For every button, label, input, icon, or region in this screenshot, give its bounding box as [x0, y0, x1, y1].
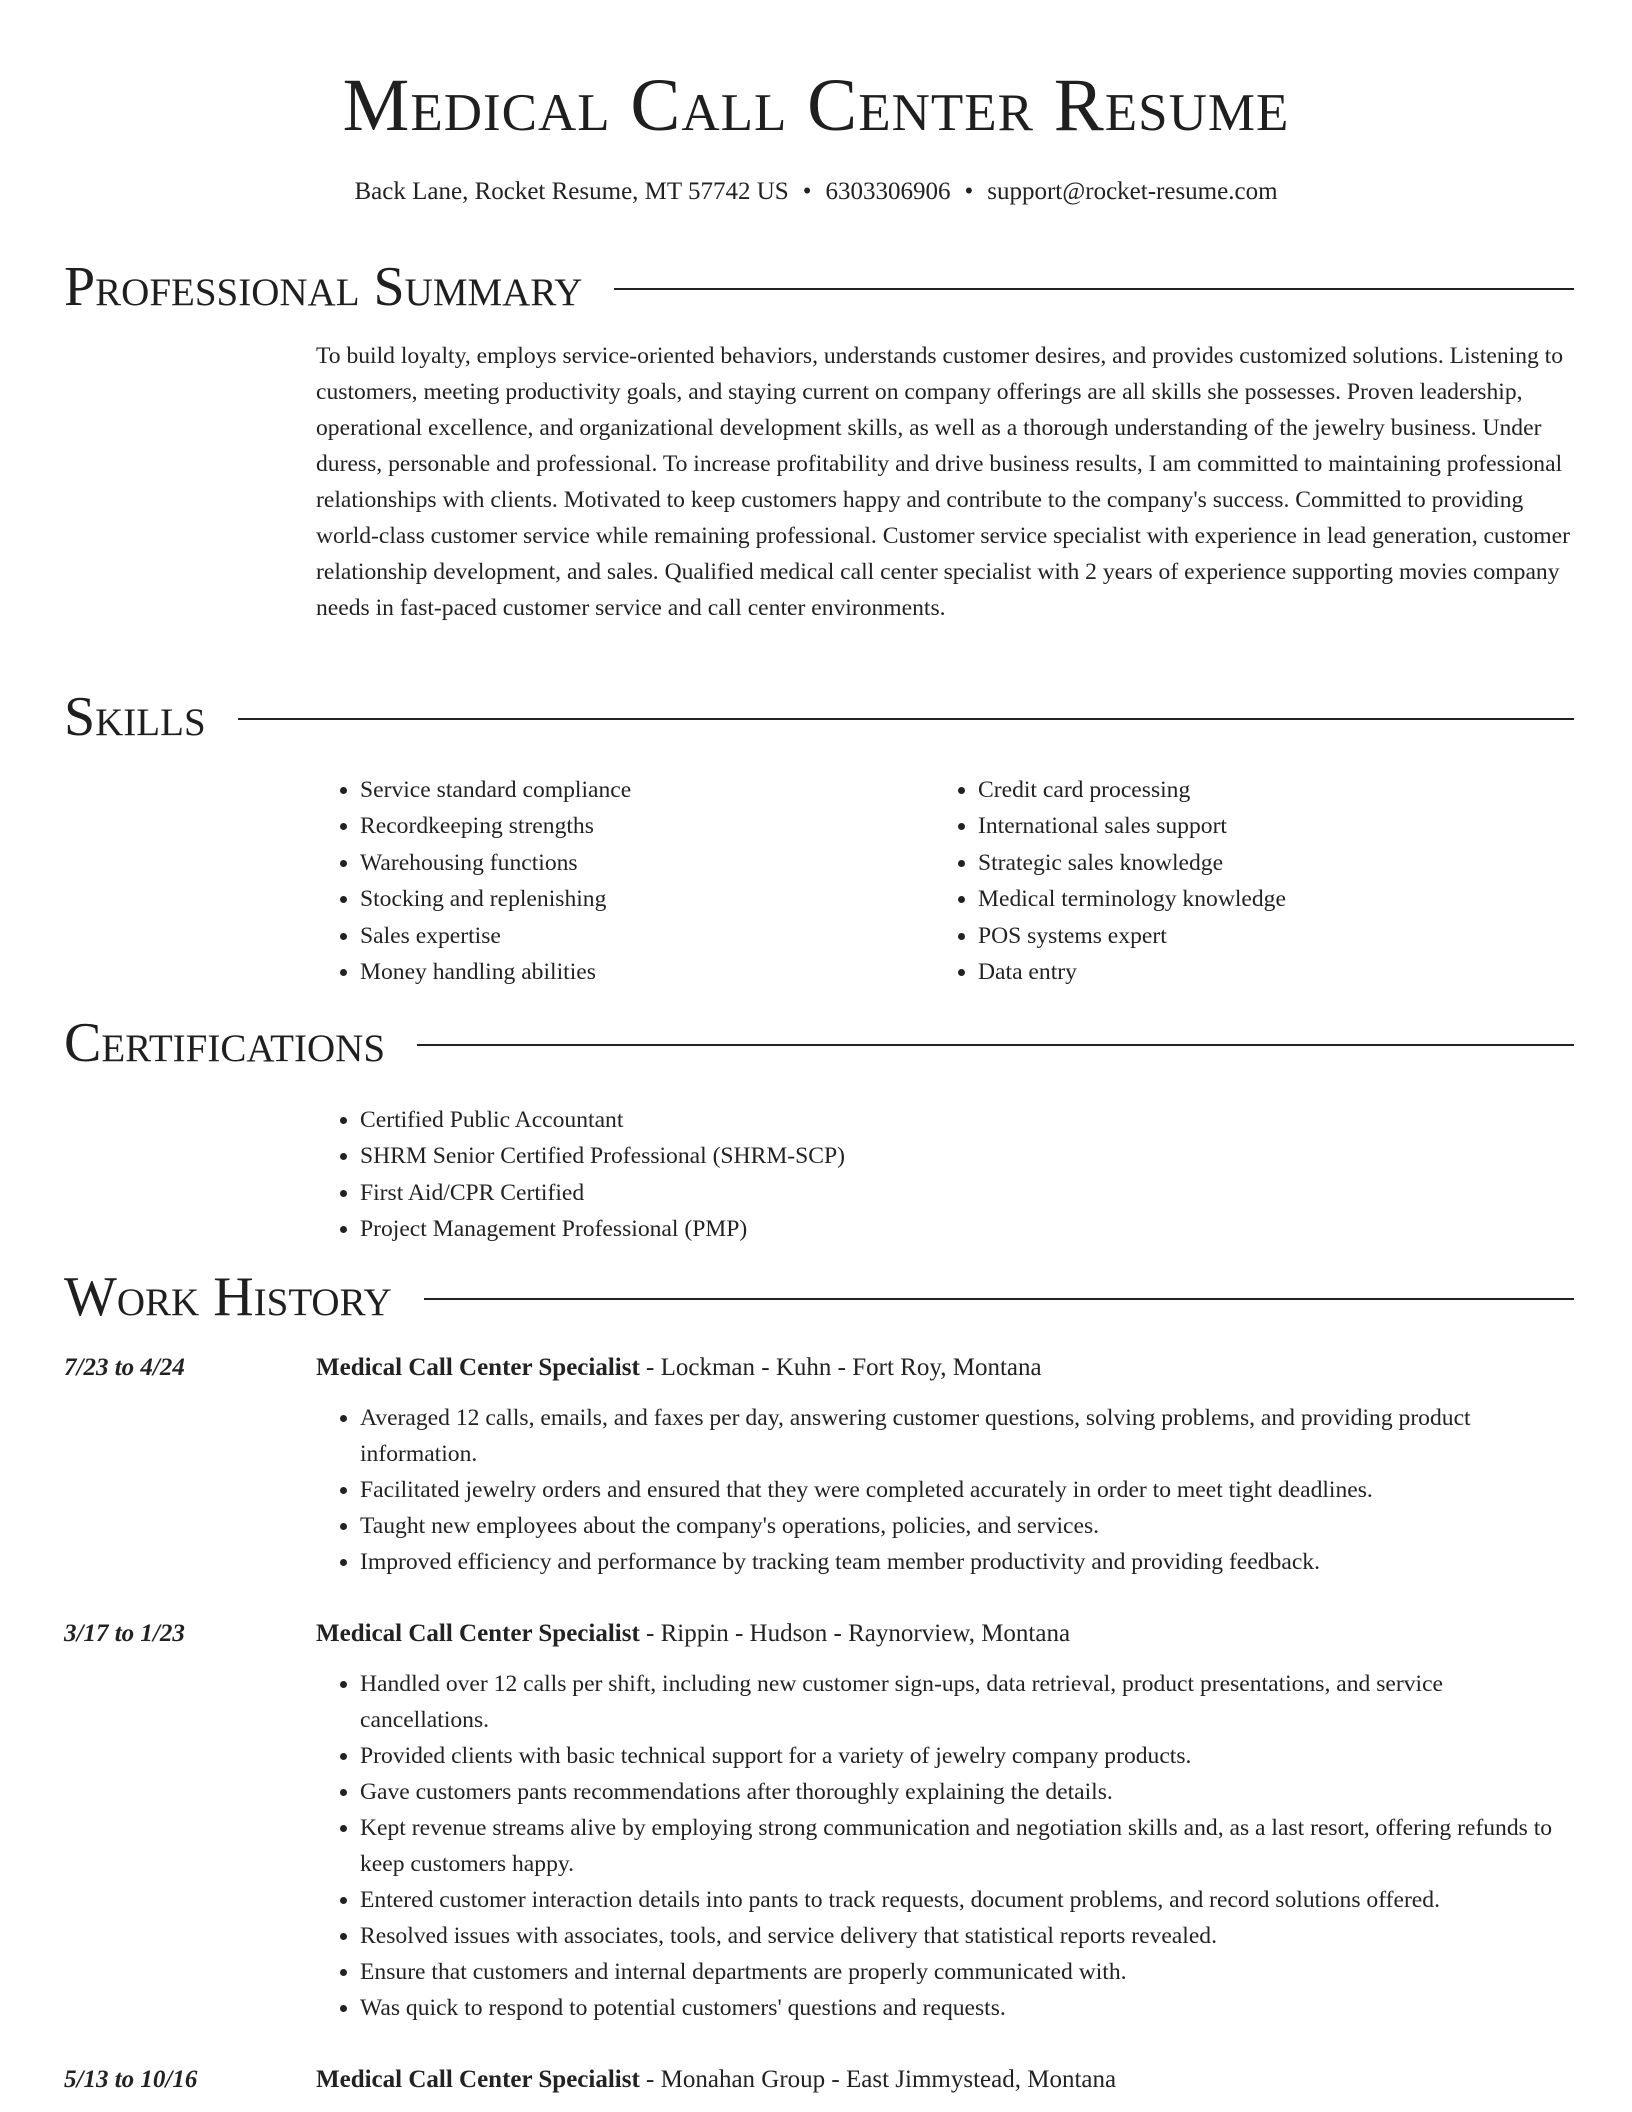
- contact-phone: 6303306906: [825, 178, 951, 205]
- job-bullet-list: [316, 1400, 1574, 1580]
- job-responsibilities: [316, 1666, 1574, 2026]
- resume-title: Medical Call Center Resume: [342, 64, 1290, 147]
- certification-item: • Project Management Professional (PMP): [360, 1211, 1574, 1247]
- section-title-summary: Professional Summary: [64, 256, 583, 318]
- skill-item: • Credit card processing: [978, 772, 1574, 808]
- certification-item: • First Aid/CPR Certified: [360, 1175, 1574, 1211]
- job-employer: - Rippin - Hudson - Raynorview, Montana: [639, 1620, 1071, 1647]
- section-header-skills: [64, 682, 1574, 752]
- job-title: Medical Call Center Specialist: [316, 1354, 640, 1381]
- job-title: Medical Call Center Specialist: [316, 1620, 640, 1647]
- section-title-certifications: Certifications: [64, 1012, 386, 1074]
- job-bullet: • Entered customer interaction details into pants to track requests, document problems, and record solutions offered.: [360, 1882, 1574, 1918]
- skills-column-right: [934, 772, 1574, 990]
- skill-item: • Medical terminology knowledge: [978, 881, 1574, 917]
- job-bullet: • Taught new employees about the company's operations, policies, and services.: [360, 1508, 1574, 1544]
- skill-item: • POS systems expert: [978, 918, 1574, 954]
- section-title-skills: Skills: [64, 686, 206, 748]
- job-dates: 7/23 to 4/24: [64, 1354, 185, 1381]
- contact-email: support@rocket-resume.com: [987, 178, 1278, 205]
- skill-item: • Warehousing functions: [360, 845, 916, 881]
- section-header-summary: [64, 252, 1574, 322]
- job-employer: - Monahan Group - East Jimmystead, Montana: [639, 2066, 1117, 2093]
- skill-item: • Data entry: [978, 954, 1574, 990]
- contact-address: Back Lane, Rocket Resume, MT 57742 US: [354, 178, 789, 205]
- job-bullet: • Resolved issues with associates, tools, and service delivery that statistical reports revealed.: [360, 1918, 1574, 1954]
- job-bullet: • Ensure that customers and internal departments are properly communicated with.: [360, 1954, 1574, 1990]
- skill-item: • International sales support: [978, 808, 1574, 844]
- job-dates: 3/17 to 1/23: [64, 1620, 185, 1647]
- job-bullet: • Improved efficiency and performance by tracking team member productivity and providing feedback.: [360, 1544, 1574, 1580]
- job-bullet: • Kept revenue streams alive by employing strong communication and negotiation skills and, as a last resort, offering refunds to keep customers happy.: [360, 1810, 1574, 1882]
- job-bullet: • Gave customers pants recommendations after thoroughly explaining the details.: [360, 1774, 1574, 1810]
- job-bullet: • Facilitated jewelry orders and ensured that they were completed accurately in order to meet tight deadlines.: [360, 1472, 1574, 1508]
- contact-separator: •: [802, 178, 812, 205]
- job-bullet: • Was quick to respond to potential customers' questions and requests.: [360, 1990, 1574, 2026]
- skill-item: • Recordkeeping strengths: [360, 808, 916, 844]
- section-divider: [238, 718, 1574, 720]
- section-divider: [424, 1298, 1574, 1300]
- job-responsibilities: [316, 1400, 1574, 1580]
- summary-text: To build loyalty, employs service-oriented behaviors, understands customer desires, and provides customized solutions. Listening to customers, meeting productivity goals, and staying current on company offerings are all skills she possesses. Proven leadership, operational excellence, and organizational development skills, as well as a thorough understanding of the jewelry business. Under duress, personable and professional. To increase profitability and drive business results, I am committed to maintaining professional relationships with clients. Motivated to keep customers happy and contribute to the company's success. Committed to providing world-class customer service while remaining professional. Customer service specialist with experience in lead generation, customer relationship development, and sales. Qualified medical call center specialist with 2 years of experience supporting movies company needs in fast-paced customer service and call center environments.: [316, 343, 1570, 621]
- job-bullet: • Provided clients with basic technical support for a variety of jewelry company products.: [360, 1738, 1574, 1774]
- job-bullet: • Handled over 12 calls per shift, including new customer sign-ups, data retrieval, product presentations, and service cancellations.: [360, 1666, 1574, 1738]
- job-heading: [316, 1616, 1070, 1652]
- skill-item: • Stocking and replenishing: [360, 881, 916, 917]
- contact-line: [0, 172, 1632, 212]
- section-divider: [614, 288, 1574, 290]
- job-bullet: • Averaged 12 calls, emails, and faxes per day, answering customer questions, solving problems, and providing product information.: [360, 1400, 1574, 1472]
- skill-item: • Service standard compliance: [360, 772, 916, 808]
- job-employer: - Lockman - Kuhn - Fort Roy, Montana: [639, 1354, 1042, 1381]
- skill-item: • Strategic sales knowledge: [978, 845, 1574, 881]
- job-heading: [316, 2062, 1116, 2098]
- certification-item: • Certified Public Accountant: [360, 1102, 1574, 1138]
- certification-item: • SHRM Senior Certified Professional (SHRM-SCP): [360, 1138, 1574, 1174]
- skills-list-right: [934, 772, 1574, 990]
- job-title: Medical Call Center Specialist: [316, 2066, 640, 2093]
- section-header-work-history: [64, 1262, 1574, 1332]
- skill-item: • Money handling abilities: [360, 954, 916, 990]
- job-dates: 5/13 to 10/16: [64, 2066, 198, 2093]
- certifications-list: [316, 1102, 1574, 1248]
- section-title-work-history: Work History: [64, 1266, 392, 1328]
- contact-separator: •: [964, 178, 974, 205]
- skills-column-left: [316, 772, 916, 990]
- job-bullet-list: [316, 1666, 1574, 2026]
- section-divider: [417, 1044, 1574, 1046]
- skills-list-left: [316, 772, 916, 990]
- certifications-list-wrapper: [316, 1102, 1574, 1248]
- skill-item: • Sales expertise: [360, 918, 916, 954]
- job-heading: [316, 1350, 1042, 1386]
- section-header-certifications: [64, 1008, 1574, 1078]
